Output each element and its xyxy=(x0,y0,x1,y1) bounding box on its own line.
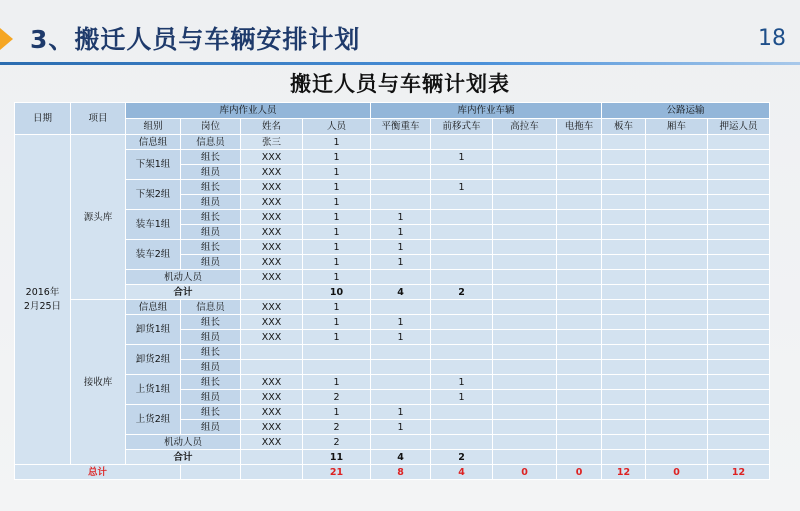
subtotal-reach-cell: 2 xyxy=(431,450,493,465)
tractor-cell xyxy=(557,375,602,390)
escort-cell xyxy=(708,345,770,360)
empty-cell xyxy=(646,285,708,300)
name-cell: XXX xyxy=(241,270,303,285)
flatbed-cell xyxy=(602,345,646,360)
name-cell: XXX xyxy=(241,300,303,315)
escort-cell xyxy=(708,315,770,330)
escort-cell xyxy=(708,375,770,390)
reach-cell xyxy=(431,300,493,315)
grand-total-label: 总计 xyxy=(15,465,181,480)
subtotal-staff-cell: 10 xyxy=(303,285,371,300)
table-row xyxy=(15,315,770,330)
balance-cell xyxy=(371,360,431,375)
group-cell: 装车1组 xyxy=(126,210,181,240)
post-cell: 组长 xyxy=(181,345,241,360)
balance-cell xyxy=(371,195,431,210)
group-cell: 卸货2组 xyxy=(126,345,181,375)
flatbed-cell xyxy=(602,150,646,165)
high-cell xyxy=(493,255,557,270)
empty-cell xyxy=(493,450,557,465)
flatbed-cell xyxy=(602,390,646,405)
tractor-cell xyxy=(557,360,602,375)
escort-cell xyxy=(708,195,770,210)
reach-cell xyxy=(431,330,493,345)
column-header: 高拉车 xyxy=(493,119,557,135)
tractor-cell xyxy=(557,345,602,360)
table-row xyxy=(15,150,770,165)
flatbed-cell xyxy=(602,195,646,210)
grand-total-van-cell: 0 xyxy=(646,465,708,480)
staff-cell: 1 xyxy=(303,375,371,390)
van-cell xyxy=(646,315,708,330)
tractor-cell xyxy=(557,390,602,405)
name-cell xyxy=(241,360,303,375)
high-cell xyxy=(493,195,557,210)
section-label: 源头库 xyxy=(71,135,126,300)
section-label: 接收库 xyxy=(71,300,126,465)
subtotal-staff-cell: 11 xyxy=(303,450,371,465)
post-cell: 组员 xyxy=(181,255,241,270)
empty-cell xyxy=(557,285,602,300)
staff-cell: 1 xyxy=(303,225,371,240)
name-cell: XXX xyxy=(241,405,303,420)
escort-cell xyxy=(708,330,770,345)
post-cell: 组员 xyxy=(181,195,241,210)
empty-cell xyxy=(708,435,770,450)
van-cell xyxy=(646,255,708,270)
flatbed-cell xyxy=(602,210,646,225)
grand-total-reach-cell: 4 xyxy=(431,465,493,480)
empty-cell xyxy=(602,435,646,450)
empty-cell xyxy=(646,270,708,285)
escort-cell xyxy=(708,165,770,180)
subtotal-row xyxy=(15,285,770,300)
van-cell xyxy=(646,150,708,165)
balance-cell xyxy=(371,375,431,390)
balance-cell: 1 xyxy=(371,240,431,255)
flatbed-cell xyxy=(602,330,646,345)
van-cell xyxy=(646,135,708,150)
high-cell xyxy=(493,345,557,360)
staff-cell: 1 xyxy=(303,150,371,165)
empty-cell xyxy=(493,435,557,450)
post-cell: 组员 xyxy=(181,330,241,345)
mobile-staff-row xyxy=(15,435,770,450)
group-cell: 上货2组 xyxy=(126,405,181,435)
post-cell: 组员 xyxy=(181,360,241,375)
flatbed-cell xyxy=(602,420,646,435)
reach-cell: 1 xyxy=(431,180,493,195)
table-row xyxy=(15,375,770,390)
van-cell xyxy=(646,360,708,375)
staff-cell: 2 xyxy=(303,435,371,450)
reach-cell: 1 xyxy=(431,150,493,165)
escort-cell xyxy=(708,390,770,405)
name-cell: XXX xyxy=(241,165,303,180)
empty-cell xyxy=(493,270,557,285)
balance-cell: 1 xyxy=(371,315,431,330)
slide-heading: 3、搬迁人员与车辆安排计划 xyxy=(30,25,361,54)
name-cell: 张三 xyxy=(241,135,303,150)
subtotal-row xyxy=(15,450,770,465)
staff-cell: 1 xyxy=(303,165,371,180)
flatbed-cell xyxy=(602,300,646,315)
grand-total-escort-cell: 12 xyxy=(708,465,770,480)
reach-cell xyxy=(431,240,493,255)
balance-cell xyxy=(371,135,431,150)
column-header: 人员 xyxy=(303,119,371,135)
subtotal-balance-cell: 4 xyxy=(371,450,431,465)
reach-cell: 1 xyxy=(431,390,493,405)
balance-cell: 1 xyxy=(371,330,431,345)
post-cell: 组员 xyxy=(181,390,241,405)
empty-cell xyxy=(431,270,493,285)
escort-cell xyxy=(708,300,770,315)
escort-cell xyxy=(708,180,770,195)
empty-cell xyxy=(241,450,303,465)
grand-total-staff-cell: 21 xyxy=(303,465,371,480)
reach-cell xyxy=(431,195,493,210)
van-cell xyxy=(646,165,708,180)
name-cell: XXX xyxy=(241,180,303,195)
chevron-right-icon xyxy=(0,28,13,50)
post-cell: 组长 xyxy=(181,150,241,165)
name-cell: XXX xyxy=(241,195,303,210)
staff-cell: 1 xyxy=(303,180,371,195)
reach-cell xyxy=(431,225,493,240)
high-cell xyxy=(493,225,557,240)
table-row xyxy=(15,240,770,255)
column-header: 押运人员 xyxy=(708,119,770,135)
post-cell: 组长 xyxy=(181,375,241,390)
column-header: 板车 xyxy=(602,119,646,135)
tractor-cell xyxy=(557,300,602,315)
flatbed-cell xyxy=(602,360,646,375)
escort-cell xyxy=(708,210,770,225)
escort-cell xyxy=(708,240,770,255)
tractor-cell xyxy=(557,225,602,240)
empty-cell xyxy=(181,465,241,480)
van-cell xyxy=(646,390,708,405)
slide-header xyxy=(0,0,800,70)
tractor-cell xyxy=(557,240,602,255)
name-cell: XXX xyxy=(241,255,303,270)
column-header: 厢车 xyxy=(646,119,708,135)
header-divider xyxy=(0,62,800,65)
staff-cell: 1 xyxy=(303,315,371,330)
van-cell xyxy=(646,180,708,195)
flatbed-cell xyxy=(602,375,646,390)
van-cell xyxy=(646,330,708,345)
reach-cell xyxy=(431,345,493,360)
van-cell xyxy=(646,420,708,435)
balance-cell xyxy=(371,345,431,360)
escort-cell xyxy=(708,135,770,150)
van-cell xyxy=(646,240,708,255)
empty-cell xyxy=(602,270,646,285)
van-cell xyxy=(646,405,708,420)
high-cell xyxy=(493,405,557,420)
mobile-staff-label: 机动人员 xyxy=(126,270,241,285)
balance-cell: 1 xyxy=(371,225,431,240)
empty-cell xyxy=(241,285,303,300)
empty-cell xyxy=(708,450,770,465)
table-row xyxy=(15,345,770,360)
subtotal-balance-cell: 4 xyxy=(371,285,431,300)
group-cell: 下架2组 xyxy=(126,180,181,210)
staff-cell: 1 xyxy=(303,240,371,255)
tractor-cell xyxy=(557,195,602,210)
date-header: 日期 xyxy=(15,103,71,135)
tractor-cell xyxy=(557,405,602,420)
mobile-staff-row xyxy=(15,270,770,285)
table-row xyxy=(15,300,770,315)
high-cell xyxy=(493,240,557,255)
mobile-staff-label: 机动人员 xyxy=(126,435,241,450)
flatbed-cell xyxy=(602,255,646,270)
balance-cell: 1 xyxy=(371,420,431,435)
tractor-cell xyxy=(557,255,602,270)
balance-cell: 1 xyxy=(371,405,431,420)
van-cell xyxy=(646,300,708,315)
column-header: 姓名 xyxy=(241,119,303,135)
van-cell xyxy=(646,195,708,210)
subtotal-reach-cell: 2 xyxy=(431,285,493,300)
empty-cell xyxy=(241,465,303,480)
table-row xyxy=(15,210,770,225)
high-cell xyxy=(493,180,557,195)
high-cell xyxy=(493,420,557,435)
post-cell: 组员 xyxy=(181,420,241,435)
balance-cell xyxy=(371,300,431,315)
post-cell: 信息员 xyxy=(181,135,241,150)
empty-cell xyxy=(371,435,431,450)
group-cell: 卸货1组 xyxy=(126,315,181,345)
high-cell xyxy=(493,165,557,180)
grand-total-high-cell: 0 xyxy=(493,465,557,480)
name-cell: XXX xyxy=(241,315,303,330)
post-cell: 组长 xyxy=(181,315,241,330)
name-cell: XXX xyxy=(241,210,303,225)
flatbed-cell xyxy=(602,165,646,180)
van-cell xyxy=(646,225,708,240)
empty-cell xyxy=(493,285,557,300)
table-row xyxy=(15,180,770,195)
escort-cell xyxy=(708,225,770,240)
staff-cell: 1 xyxy=(303,255,371,270)
empty-cell xyxy=(708,270,770,285)
group-header-row xyxy=(15,103,770,119)
table-title: 搬迁人员与车辆计划表 xyxy=(290,72,510,96)
tractor-cell xyxy=(557,165,602,180)
column-header: 前移式车 xyxy=(431,119,493,135)
empty-cell xyxy=(557,270,602,285)
grand-total-flatbed-cell: 12 xyxy=(602,465,646,480)
reach-cell xyxy=(431,420,493,435)
reach-cell xyxy=(431,210,493,225)
tractor-cell xyxy=(557,420,602,435)
high-cell xyxy=(493,150,557,165)
post-cell: 组员 xyxy=(181,165,241,180)
empty-cell xyxy=(646,435,708,450)
tractor-cell xyxy=(557,150,602,165)
post-cell: 组长 xyxy=(181,180,241,195)
group-cell: 信息组 xyxy=(126,135,181,150)
column-header: 平衡重车 xyxy=(371,119,431,135)
van-cell xyxy=(646,210,708,225)
subtotal-label: 合计 xyxy=(126,285,241,300)
flatbed-cell xyxy=(602,240,646,255)
staff-cell xyxy=(303,345,371,360)
van-cell xyxy=(646,375,708,390)
post-cell: 组员 xyxy=(181,225,241,240)
balance-cell: 1 xyxy=(371,210,431,225)
tractor-cell xyxy=(557,210,602,225)
name-cell: XXX xyxy=(241,435,303,450)
column-header-row xyxy=(15,119,770,135)
high-cell xyxy=(493,210,557,225)
name-cell: XXX xyxy=(241,420,303,435)
staff-cell: 1 xyxy=(303,270,371,285)
flatbed-cell xyxy=(602,225,646,240)
staff-cell: 1 xyxy=(303,135,371,150)
group-cell: 上货1组 xyxy=(126,375,181,405)
high-cell xyxy=(493,300,557,315)
grand-total-balance-cell: 8 xyxy=(371,465,431,480)
flatbed-cell xyxy=(602,315,646,330)
balance-cell: 1 xyxy=(371,255,431,270)
staff-cell: 1 xyxy=(303,405,371,420)
balance-cell xyxy=(371,150,431,165)
plan-table xyxy=(14,102,770,480)
balance-cell xyxy=(371,390,431,405)
tractor-cell xyxy=(557,330,602,345)
date-cell: 2016年 2月25日 xyxy=(15,135,71,465)
escort-cell xyxy=(708,420,770,435)
tractor-cell xyxy=(557,315,602,330)
staff-cell xyxy=(303,360,371,375)
high-cell xyxy=(493,330,557,345)
table-row xyxy=(15,405,770,420)
balance-cell xyxy=(371,180,431,195)
warehouse-staff-header: 库内作业人员 xyxy=(126,103,371,119)
name-cell: XXX xyxy=(241,330,303,345)
escort-cell xyxy=(708,405,770,420)
reach-cell: 1 xyxy=(431,375,493,390)
reach-cell xyxy=(431,405,493,420)
table-row xyxy=(15,135,770,150)
staff-cell: 1 xyxy=(303,300,371,315)
empty-cell xyxy=(708,285,770,300)
name-cell: XXX xyxy=(241,225,303,240)
empty-cell xyxy=(602,450,646,465)
subtotal-label: 合计 xyxy=(126,450,241,465)
grand-total-row xyxy=(15,465,770,480)
plan-table-body xyxy=(15,103,770,480)
reach-cell xyxy=(431,315,493,330)
high-cell xyxy=(493,135,557,150)
column-header: 电拖车 xyxy=(557,119,602,135)
reach-cell xyxy=(431,360,493,375)
high-cell xyxy=(493,390,557,405)
post-cell: 组长 xyxy=(181,405,241,420)
flatbed-cell xyxy=(602,405,646,420)
post-cell: 组长 xyxy=(181,240,241,255)
van-cell xyxy=(646,345,708,360)
high-cell xyxy=(493,315,557,330)
name-cell: XXX xyxy=(241,240,303,255)
post-cell: 组长 xyxy=(181,210,241,225)
high-cell xyxy=(493,375,557,390)
empty-cell xyxy=(557,435,602,450)
reach-cell xyxy=(431,165,493,180)
group-cell: 下架1组 xyxy=(126,150,181,180)
tractor-cell xyxy=(557,135,602,150)
reach-cell xyxy=(431,135,493,150)
page-number: 18 xyxy=(758,26,786,51)
staff-cell: 2 xyxy=(303,420,371,435)
empty-cell xyxy=(371,270,431,285)
name-cell: XXX xyxy=(241,375,303,390)
column-header: 组别 xyxy=(126,119,181,135)
high-cell xyxy=(493,360,557,375)
balance-cell xyxy=(371,165,431,180)
staff-cell: 1 xyxy=(303,210,371,225)
group-cell: 装车2组 xyxy=(126,240,181,270)
empty-cell xyxy=(646,450,708,465)
group-cell: 信息组 xyxy=(126,300,181,315)
name-cell: XXX xyxy=(241,390,303,405)
staff-cell: 1 xyxy=(303,195,371,210)
grand-total-tractor-cell: 0 xyxy=(557,465,602,480)
tractor-cell xyxy=(557,180,602,195)
flatbed-cell xyxy=(602,180,646,195)
post-cell: 信息员 xyxy=(181,300,241,315)
road-transport-header: 公路运输 xyxy=(602,103,770,119)
name-cell: XXX xyxy=(241,150,303,165)
flatbed-cell xyxy=(602,135,646,150)
staff-cell: 1 xyxy=(303,330,371,345)
empty-cell xyxy=(431,435,493,450)
escort-cell xyxy=(708,150,770,165)
empty-cell xyxy=(557,450,602,465)
escort-cell xyxy=(708,360,770,375)
empty-cell xyxy=(602,285,646,300)
item-header: 项目 xyxy=(71,103,126,135)
warehouse-vehicles-header: 库内作业车辆 xyxy=(371,103,602,119)
escort-cell xyxy=(708,255,770,270)
column-header: 岗位 xyxy=(181,119,241,135)
name-cell xyxy=(241,345,303,360)
staff-cell: 2 xyxy=(303,390,371,405)
reach-cell xyxy=(431,255,493,270)
